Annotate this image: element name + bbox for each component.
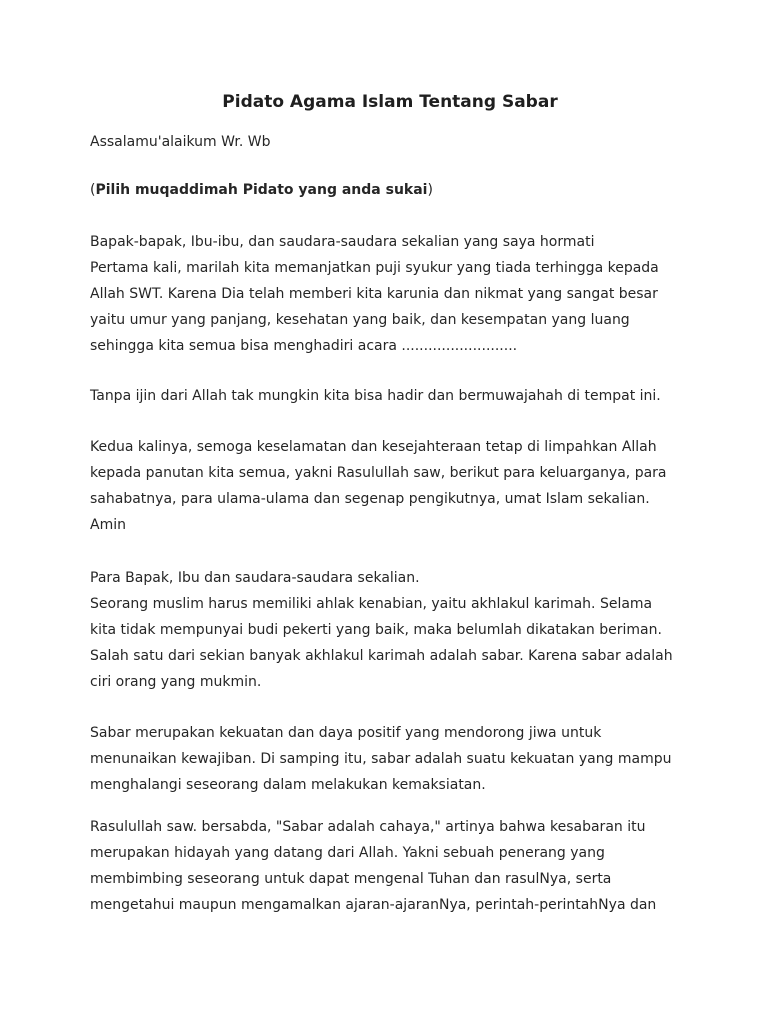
body-line: Seorang muslim harus memiliki ahlak kenabian, yaitu akhlakul karimah. Selama <box>90 596 653 612</box>
body-line: mengetahui maupun mengamalkan ajaran-ajaranNya, perintah-perintahNya dan <box>90 897 657 913</box>
body-line: ciri orang yang mukmin. <box>90 674 262 690</box>
muqaddimah-line <box>90 181 433 199</box>
body-line: Sabar merupakan kekuatan dan daya positif yang mendorong jiwa untuk <box>90 725 602 741</box>
body-line: merupakan hidayah yang datang dari Allah. Yakni sebuah penerang yang <box>90 845 605 861</box>
body-line: Salah satu dari sekian banyak akhlakul karimah adalah sabar. Karena sabar adalah <box>90 648 673 664</box>
body-line: sehingga kita semua bisa menghadiri acara .......................... <box>90 338 518 354</box>
body-line: Amin <box>90 517 126 533</box>
body-line: menghalangi seseorang dalam melakukan kemaksiatan. <box>90 777 486 793</box>
document-title: Pidato Agama Islam Tentang Sabar <box>222 92 558 112</box>
body-line: yaitu umur yang panjang, kesehatan yang baik, dan kesempatan yang luang <box>90 312 630 328</box>
muqaddimah-instruction: Pilih muqaddimah Pidato yang anda sukai <box>95 182 428 198</box>
body-line: kita tidak mempunyai budi pekerti yang baik, maka belumlah dikatakan beriman. <box>90 622 662 638</box>
body-line: sahabatnya, para ulama-ulama dan segenap pengikutnya, umat Islam sekalian. <box>90 491 650 507</box>
muqaddimah-close-paren: ) <box>427 182 433 198</box>
body-line: Bapak-bapak, Ibu-ibu, dan saudara-saudara sekalian yang saya hormati <box>90 234 595 250</box>
body-line: kepada panutan kita semua, yakni Rasulullah saw, berikut para keluarganya, para <box>90 465 667 481</box>
muqaddimah-open-paren: ( <box>90 182 96 198</box>
greeting-line: Assalamu'alaikum Wr. Wb <box>90 134 271 150</box>
body-line: Para Bapak, Ibu dan saudara-saudara sekalian. <box>90 570 420 586</box>
body-line: membimbing seseorang untuk dapat mengenal Tuhan dan rasulNya, serta <box>90 871 612 887</box>
body-line: Tanpa ijin dari Allah tak mungkin kita bisa hadir dan bermuwajahah di tempat ini. <box>90 388 661 404</box>
body-line: Allah SWT. Karena Dia telah memberi kita karunia dan nikmat yang sangat besar <box>90 286 658 302</box>
body-line: menunaikan kewajiban. Di samping itu, sabar adalah suatu kekuatan yang mampu <box>90 751 672 767</box>
body-line: Rasulullah saw. bersabda, "Sabar adalah cahaya," artinya bahwa kesabaran itu <box>90 819 646 835</box>
body-line: Kedua kalinya, semoga keselamatan dan kesejahteraan tetap di limpahkan Allah <box>90 439 657 455</box>
body-line: Pertama kali, marilah kita memanjatkan puji syukur yang tiada terhingga kepada <box>90 260 659 276</box>
